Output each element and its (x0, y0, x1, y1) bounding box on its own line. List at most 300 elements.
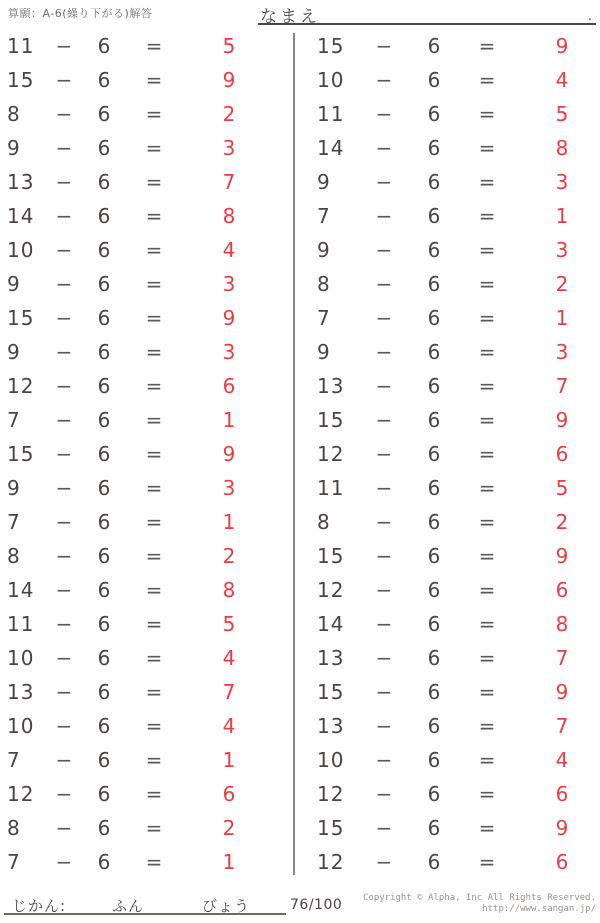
problem-row (0, 607, 293, 641)
answer-value: 8 (555, 612, 569, 636)
answer-value: 2 (555, 272, 569, 296)
answer-value: 1 (222, 850, 236, 874)
subtrahend-value: 6 (427, 306, 441, 330)
problem-row (0, 641, 293, 675)
answer-value: 3 (222, 340, 236, 364)
minus-sign: − (55, 272, 73, 296)
minus-sign: − (375, 34, 393, 58)
minus-sign: − (55, 544, 73, 568)
problem-row (0, 437, 293, 471)
equals-sign: = (145, 306, 163, 330)
problem-row (0, 403, 293, 437)
problem-row (0, 29, 293, 63)
answer-value: 9 (555, 408, 569, 432)
problem-row (296, 267, 600, 301)
minus-sign: − (375, 782, 393, 806)
minuend-value: 11 (7, 612, 35, 636)
minuend-value: 15 (7, 306, 35, 330)
minuend-value: 7 (7, 748, 21, 772)
minus-sign: − (55, 204, 73, 228)
page-title: 算願：A-6(繰り下がる)解答 (8, 7, 153, 20)
minus-sign: − (55, 442, 73, 466)
problem-row (0, 811, 293, 845)
subtrahend-value: 6 (97, 476, 111, 500)
minus-sign: − (55, 238, 73, 262)
answer-value: 9 (222, 306, 236, 330)
minuend-value: 13 (317, 714, 345, 738)
minuend-value: 10 (7, 714, 35, 738)
minus-sign: − (375, 714, 393, 738)
problem-row (0, 131, 293, 165)
problem-row (296, 233, 600, 267)
problem-row (296, 573, 600, 607)
minuend-value: 14 (7, 578, 35, 602)
equals-sign: = (478, 850, 496, 874)
minus-sign: − (55, 476, 73, 500)
copyright-line2: http://www.sangan.jp/ (482, 904, 596, 914)
minus-sign: − (375, 408, 393, 432)
minus-sign: − (55, 850, 73, 874)
answer-value: 9 (222, 68, 236, 92)
subtrahend-value: 6 (427, 442, 441, 466)
subtrahend-value: 6 (427, 544, 441, 568)
answer-value: 7 (222, 680, 236, 704)
minus-sign: − (375, 578, 393, 602)
minuend-value: 8 (317, 272, 331, 296)
minus-sign: − (55, 68, 73, 92)
subtrahend-value: 6 (97, 442, 111, 466)
problem-row (296, 845, 600, 879)
minuend-value: 12 (317, 850, 345, 874)
equals-sign: = (478, 340, 496, 364)
problem-row (0, 97, 293, 131)
subtrahend-value: 6 (97, 782, 111, 806)
equals-sign: = (145, 238, 163, 262)
equals-sign: = (145, 612, 163, 636)
minus-sign: − (375, 748, 393, 772)
equals-sign: = (145, 680, 163, 704)
name-label: なまえ (260, 7, 320, 27)
equals-sign: = (478, 136, 496, 160)
answer-value: 7 (555, 646, 569, 670)
minus-sign: − (375, 340, 393, 364)
answer-value: 3 (555, 170, 569, 194)
problem-row (296, 811, 600, 845)
minuend-value: 10 (317, 748, 345, 772)
subtrahend-value: 6 (97, 748, 111, 772)
minuend-value: 12 (317, 578, 345, 602)
answer-value: 2 (555, 510, 569, 534)
minus-sign: − (375, 442, 393, 466)
subtrahend-value: 6 (97, 850, 111, 874)
subtrahend-value: 6 (427, 714, 441, 738)
minuend-value: 13 (7, 680, 35, 704)
problem-row (296, 505, 600, 539)
minus-sign: − (375, 612, 393, 636)
answer-value: 9 (222, 442, 236, 466)
copyright-notice (363, 893, 596, 915)
minuend-value: 9 (7, 340, 21, 364)
minus-sign: − (375, 646, 393, 670)
subtrahend-value: 6 (427, 748, 441, 772)
problem-row (0, 471, 293, 505)
subtrahend-value: 6 (97, 272, 111, 296)
minus-sign: − (375, 816, 393, 840)
seconds-label: びょう (202, 897, 251, 915)
equals-sign: = (145, 136, 163, 160)
minuend-value: 14 (7, 204, 35, 228)
minus-sign: − (375, 544, 393, 568)
minus-sign: − (55, 102, 73, 126)
problem-row (296, 743, 600, 777)
problem-row (296, 165, 600, 199)
minuend-value: 15 (317, 34, 345, 58)
minus-sign: − (375, 102, 393, 126)
minus-sign: − (375, 238, 393, 262)
minus-sign: − (55, 748, 73, 772)
answer-value: 1 (222, 408, 236, 432)
problem-row (0, 335, 293, 369)
equals-sign: = (478, 238, 496, 262)
equals-sign: = (145, 510, 163, 534)
subtrahend-value: 6 (427, 850, 441, 874)
subtrahend-value: 6 (97, 578, 111, 602)
subtrahend-value: 6 (427, 204, 441, 228)
problem-row (0, 233, 293, 267)
subtrahend-value: 6 (427, 238, 441, 262)
answer-value: 1 (555, 306, 569, 330)
subtrahend-value: 6 (427, 68, 441, 92)
answer-value: 5 (555, 102, 569, 126)
minus-sign: − (55, 34, 73, 58)
problem-row (296, 641, 600, 675)
subtrahend-value: 6 (97, 68, 111, 92)
answer-value: 1 (222, 748, 236, 772)
subtrahend-value: 6 (427, 136, 441, 160)
answer-value: 7 (555, 374, 569, 398)
problem-row (0, 777, 293, 811)
equals-sign: = (478, 816, 496, 840)
answer-value: 9 (555, 816, 569, 840)
minuend-value: 9 (317, 238, 331, 262)
problems-column-left (0, 29, 293, 879)
subtrahend-value: 6 (427, 782, 441, 806)
minuend-value: 10 (317, 68, 345, 92)
equals-sign: = (478, 646, 496, 670)
minus-sign: − (55, 612, 73, 636)
minuend-value: 10 (7, 646, 35, 670)
answer-value: 7 (555, 714, 569, 738)
problem-row (296, 29, 600, 63)
subtrahend-value: 6 (97, 136, 111, 160)
equals-sign: = (145, 68, 163, 92)
minus-sign: − (55, 374, 73, 398)
answer-value: 8 (222, 578, 236, 602)
answer-value: 6 (555, 578, 569, 602)
name-line-end-mark: . (587, 9, 592, 24)
subtrahend-value: 6 (97, 612, 111, 636)
problem-row (0, 675, 293, 709)
subtrahend-value: 6 (427, 612, 441, 636)
equals-sign: = (478, 68, 496, 92)
answer-value: 2 (222, 544, 236, 568)
minus-sign: − (375, 850, 393, 874)
answer-value: 6 (222, 374, 236, 398)
answer-value: 7 (222, 170, 236, 194)
subtrahend-value: 6 (97, 306, 111, 330)
equals-sign: = (145, 476, 163, 500)
minus-sign: − (375, 68, 393, 92)
equals-sign: = (145, 816, 163, 840)
answer-value: 5 (222, 34, 236, 58)
answer-value: 1 (555, 204, 569, 228)
equals-sign: = (478, 442, 496, 466)
problem-row (296, 63, 600, 97)
answer-value: 1 (222, 510, 236, 534)
minuend-value: 12 (317, 782, 345, 806)
name-field (258, 0, 596, 25)
minuend-value: 8 (7, 102, 21, 126)
minuend-value: 12 (7, 374, 35, 398)
subtrahend-value: 6 (97, 646, 111, 670)
minuend-value: 11 (317, 102, 345, 126)
minuend-value: 11 (7, 34, 35, 58)
time-label: じかん: (12, 897, 67, 915)
equals-sign: = (145, 170, 163, 194)
equals-sign: = (478, 374, 496, 398)
subtrahend-value: 6 (97, 102, 111, 126)
answer-value: 6 (222, 782, 236, 806)
problem-row (0, 301, 293, 335)
minuend-value: 15 (317, 544, 345, 568)
problem-row (0, 369, 293, 403)
column-divider-line (293, 33, 295, 875)
minuend-value: 8 (317, 510, 331, 534)
equals-sign: = (145, 578, 163, 602)
problem-row (296, 369, 600, 403)
subtrahend-value: 6 (427, 578, 441, 602)
minuend-value: 13 (7, 170, 35, 194)
problem-row (0, 165, 293, 199)
subtrahend-value: 6 (97, 816, 111, 840)
minus-sign: − (55, 170, 73, 194)
equals-sign: = (145, 34, 163, 58)
equals-sign: = (478, 272, 496, 296)
minus-sign: − (55, 510, 73, 534)
equals-sign: = (145, 748, 163, 772)
equals-sign: = (478, 170, 496, 194)
minus-sign: − (55, 136, 73, 160)
equals-sign: = (478, 578, 496, 602)
problems-column-right (296, 29, 600, 879)
equals-sign: = (478, 782, 496, 806)
minus-sign: − (375, 374, 393, 398)
equals-sign: = (145, 442, 163, 466)
equals-sign: = (478, 408, 496, 432)
subtrahend-value: 6 (97, 680, 111, 704)
problem-row (296, 199, 600, 233)
problem-row (296, 471, 600, 505)
answer-value: 9 (555, 34, 569, 58)
problem-row (296, 607, 600, 641)
problem-row (0, 539, 293, 573)
minuend-value: 15 (317, 680, 345, 704)
minuend-value: 7 (7, 408, 21, 432)
subtrahend-value: 6 (97, 238, 111, 262)
answer-value: 8 (555, 136, 569, 160)
minus-sign: − (375, 136, 393, 160)
copyright-line1: Copyright © Alpha, Inc All Rights Reserved. (363, 893, 596, 903)
equals-sign: = (478, 510, 496, 534)
minuend-value: 15 (7, 68, 35, 92)
minutes-label: ふん (112, 897, 145, 915)
problem-row (0, 573, 293, 607)
equals-sign: = (145, 646, 163, 670)
equals-sign: = (478, 476, 496, 500)
problem-row (0, 267, 293, 301)
subtrahend-value: 6 (97, 204, 111, 228)
answer-value: 3 (222, 272, 236, 296)
problem-row (296, 437, 600, 471)
minus-sign: − (55, 782, 73, 806)
minus-sign: − (55, 714, 73, 738)
problem-row (296, 777, 600, 811)
minus-sign: − (375, 680, 393, 704)
minuend-value: 14 (317, 612, 345, 636)
equals-sign: = (478, 544, 496, 568)
answer-value: 2 (222, 816, 236, 840)
minuend-value: 12 (317, 442, 345, 466)
equals-sign: = (145, 714, 163, 738)
minuend-value: 9 (7, 136, 21, 160)
answer-value: 9 (555, 680, 569, 704)
answer-value: 9 (555, 544, 569, 568)
equals-sign: = (478, 102, 496, 126)
problem-row (296, 403, 600, 437)
answer-value: 6 (555, 850, 569, 874)
equals-sign: = (145, 272, 163, 296)
equals-sign: = (145, 850, 163, 874)
subtrahend-value: 6 (427, 816, 441, 840)
minuend-value: 7 (7, 850, 21, 874)
equals-sign: = (478, 714, 496, 738)
problem-row (296, 131, 600, 165)
minuend-value: 11 (317, 476, 345, 500)
minus-sign: − (375, 170, 393, 194)
equals-sign: = (145, 374, 163, 398)
minus-sign: − (55, 578, 73, 602)
subtrahend-value: 6 (427, 170, 441, 194)
answer-value: 4 (555, 748, 569, 772)
minuend-value: 13 (317, 646, 345, 670)
subtrahend-value: 6 (97, 34, 111, 58)
problem-row (0, 63, 293, 97)
problem-row (0, 709, 293, 743)
subtrahend-value: 6 (97, 374, 111, 398)
equals-sign: = (145, 782, 163, 806)
minuend-value: 7 (7, 510, 21, 534)
equals-sign: = (478, 612, 496, 636)
minuend-value: 14 (317, 136, 345, 160)
answer-value: 6 (555, 782, 569, 806)
minuend-value: 12 (7, 782, 35, 806)
subtrahend-value: 6 (97, 510, 111, 534)
minus-sign: − (375, 272, 393, 296)
equals-sign: = (478, 204, 496, 228)
subtrahend-value: 6 (97, 408, 111, 432)
minuend-value: 8 (7, 544, 21, 568)
answer-value: 4 (555, 68, 569, 92)
problem-row (0, 845, 293, 879)
subtrahend-value: 6 (97, 340, 111, 364)
minuend-value: 9 (7, 476, 21, 500)
answer-value: 4 (222, 238, 236, 262)
minuend-value: 10 (7, 238, 35, 262)
answer-value: 3 (555, 340, 569, 364)
subtrahend-value: 6 (427, 374, 441, 398)
answer-value: 5 (222, 612, 236, 636)
equals-sign: = (145, 408, 163, 432)
answer-value: 3 (555, 238, 569, 262)
minuend-value: 7 (317, 306, 331, 330)
problem-row (296, 335, 600, 369)
answer-value: 5 (555, 476, 569, 500)
minuend-value: 13 (317, 374, 345, 398)
minuend-value: 9 (317, 340, 331, 364)
minuend-value: 15 (317, 816, 345, 840)
minus-sign: − (375, 204, 393, 228)
score-value: 76/100 (290, 897, 343, 913)
minus-sign: − (55, 680, 73, 704)
time-entry-line (4, 893, 286, 915)
subtrahend-value: 6 (97, 714, 111, 738)
minus-sign: − (55, 816, 73, 840)
problem-row (296, 97, 600, 131)
equals-sign: = (145, 544, 163, 568)
minus-sign: − (55, 340, 73, 364)
subtrahend-value: 6 (427, 510, 441, 534)
minuend-value: 7 (317, 204, 331, 228)
minuend-value: 15 (317, 408, 345, 432)
minus-sign: − (55, 646, 73, 670)
minuend-value: 9 (317, 170, 331, 194)
minuend-value: 9 (7, 272, 21, 296)
answer-value: 6 (555, 442, 569, 466)
minus-sign: − (375, 306, 393, 330)
problem-row (0, 505, 293, 539)
equals-sign: = (478, 748, 496, 772)
subtrahend-value: 6 (427, 34, 441, 58)
problem-row (0, 199, 293, 233)
answer-value: 3 (222, 476, 236, 500)
minus-sign: − (55, 408, 73, 432)
answer-value: 8 (222, 204, 236, 228)
minus-sign: − (375, 476, 393, 500)
problem-row (296, 675, 600, 709)
equals-sign: = (145, 102, 163, 126)
equals-sign: = (478, 34, 496, 58)
minus-sign: − (55, 306, 73, 330)
equals-sign: = (145, 340, 163, 364)
equals-sign: = (478, 680, 496, 704)
subtrahend-value: 6 (427, 102, 441, 126)
equals-sign: = (145, 204, 163, 228)
subtrahend-value: 6 (427, 476, 441, 500)
problem-row (296, 539, 600, 573)
subtrahend-value: 6 (427, 680, 441, 704)
subtrahend-value: 6 (97, 544, 111, 568)
answer-value: 4 (222, 714, 236, 738)
